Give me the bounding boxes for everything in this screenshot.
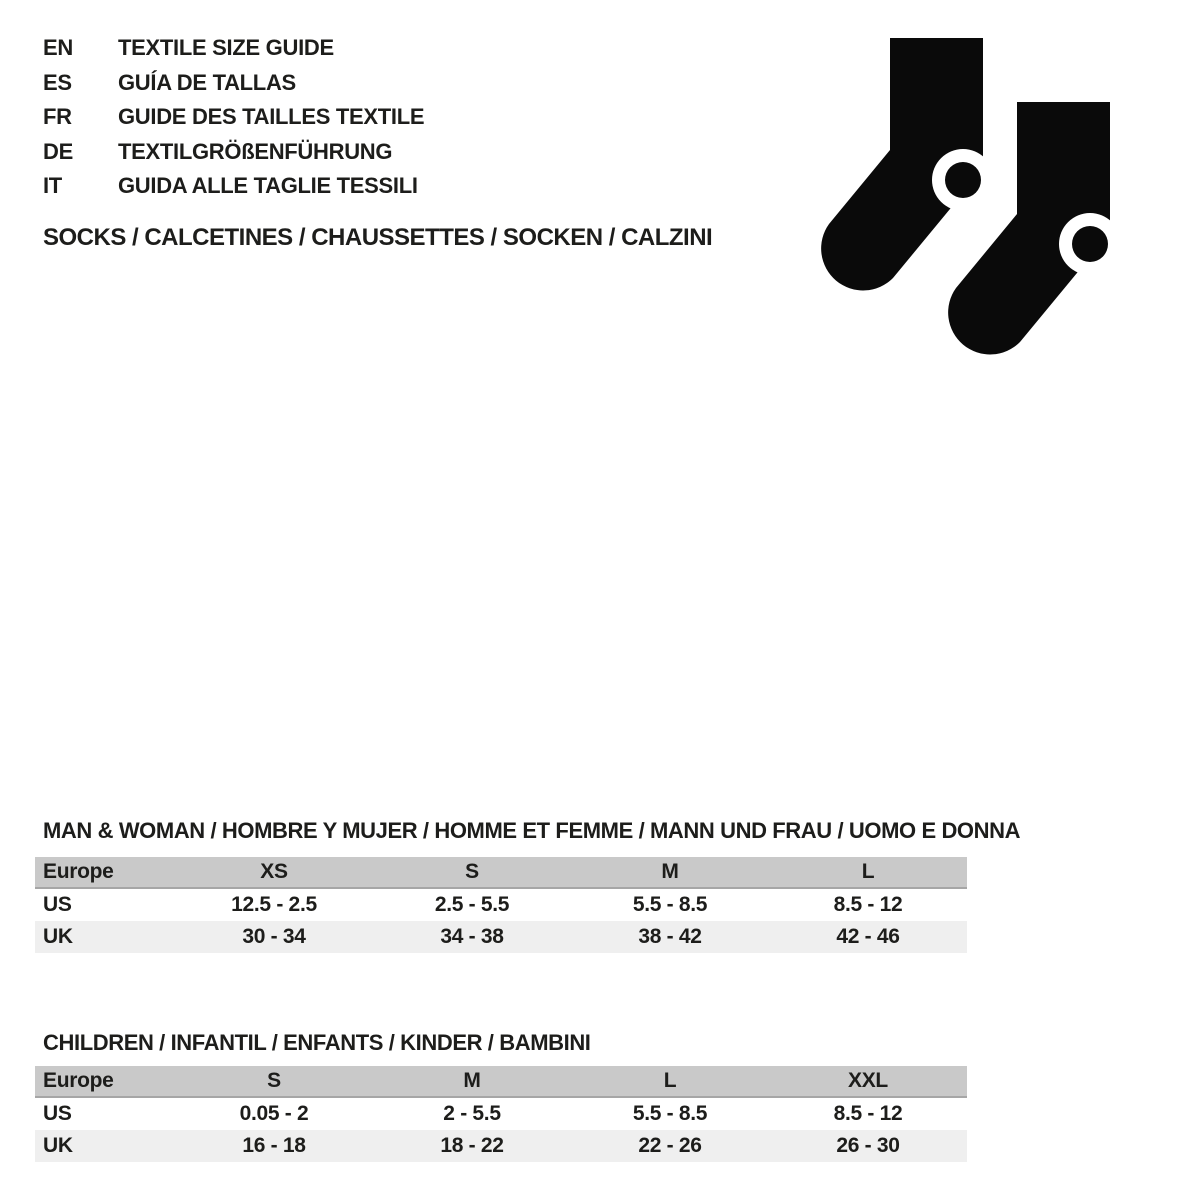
row-label: UK [43, 1134, 73, 1157]
language-row [43, 169, 424, 204]
size-value: 12.5 - 2.5 [231, 893, 317, 916]
table-header-row [35, 857, 967, 889]
size-value: 26 - 30 [836, 1134, 900, 1157]
size-value: 42 - 46 [836, 925, 900, 948]
size-value: 22 - 26 [638, 1134, 702, 1157]
size-table-man-woman [35, 857, 967, 953]
category-title: SOCKS / CALCETINES / CHAUSSETTES / SOCKEN / CALZINI [43, 224, 713, 251]
size-value: 5.5 - 8.5 [632, 893, 708, 916]
column-header: M [661, 860, 679, 883]
language-code: ES [43, 69, 72, 95]
size-value: 0.05 - 2 [239, 1102, 309, 1125]
language-title: TEXTILE SIZE GUIDE [118, 35, 334, 61]
table-header-row [35, 1066, 967, 1098]
language-list [43, 31, 424, 204]
row-label: UK [43, 925, 73, 948]
size-table-children [35, 1066, 967, 1162]
size-value: 34 - 38 [440, 925, 504, 948]
column-header: S [465, 860, 479, 883]
column-header: L [861, 860, 875, 883]
language-code: EN [43, 35, 73, 61]
table-row [35, 1130, 967, 1162]
language-row [43, 135, 424, 170]
column-header: M [463, 1069, 481, 1092]
table-row [35, 921, 967, 953]
column-header: L [663, 1069, 677, 1092]
column-header: XS [260, 860, 288, 883]
language-title: TEXTILGRÖßENFÜHRUNG [118, 138, 393, 164]
size-value: 8.5 - 12 [833, 1102, 903, 1125]
language-code: FR [43, 104, 72, 130]
row-label: US [43, 1102, 72, 1125]
size-value: 8.5 - 12 [833, 893, 903, 916]
size-value: 30 - 34 [242, 925, 306, 948]
language-code: DE [43, 138, 73, 164]
language-title: GUIDA ALLE TAGLIE TESSILI [118, 173, 418, 199]
language-code: IT [43, 173, 62, 199]
size-value: 5.5 - 8.5 [632, 1102, 708, 1125]
table-row [35, 889, 967, 921]
language-title: GUÍA DE TALLAS [118, 69, 296, 95]
column-header: Europe [43, 860, 114, 883]
table-row [35, 1098, 967, 1130]
size-value: 2.5 - 5.5 [434, 893, 510, 916]
language-row [43, 66, 424, 101]
language-row [43, 100, 424, 135]
size-value: 16 - 18 [242, 1134, 306, 1157]
size-value: 2 - 5.5 [443, 1102, 501, 1125]
table-title-children: CHILDREN / INFANTIL / ENFANTS / KINDER / BAMBINI [43, 1030, 591, 1055]
language-row [43, 31, 424, 66]
column-header: S [267, 1069, 281, 1092]
table-title-man-woman: MAN & WOMAN / HOMBRE Y MUJER / HOMME ET FEMME / MANN UND FRAU / UOMO E DONNA [43, 818, 1021, 843]
column-header: XXL [848, 1069, 888, 1092]
language-title: GUIDE DES TAILLES TEXTILE [118, 104, 425, 130]
column-header: Europe [43, 1069, 114, 1092]
size-value: 18 - 22 [440, 1134, 504, 1157]
row-label: US [43, 893, 72, 916]
size-value: 38 - 42 [638, 925, 702, 948]
socks-icon [795, 20, 1125, 365]
